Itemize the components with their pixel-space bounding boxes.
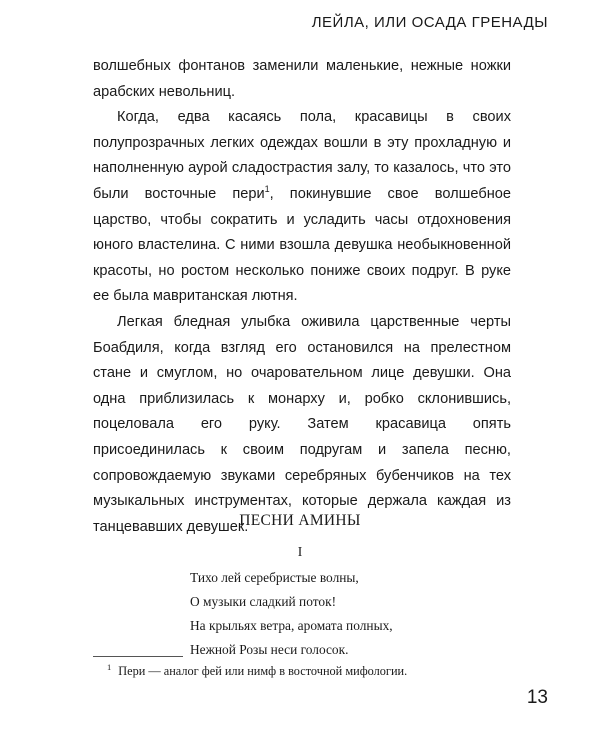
poem-title: ПЕСНИ АМИНЫ <box>239 512 361 529</box>
body-text <box>93 54 511 540</box>
paragraph-continued: волшебных фонтанов заменили маленькие, нежные ножки арабских невольниц. <box>93 58 511 100</box>
poem-line: О музыки сладкий поток! <box>190 594 337 609</box>
footnote <box>107 662 407 680</box>
poem-line: На крыльях ветра, аромата полных, <box>190 618 393 633</box>
footnote-divider <box>93 656 183 657</box>
poem-stanza <box>190 566 393 662</box>
footnote-text: Пери — аналог фей или нимф в восточной мифологии. <box>118 664 408 678</box>
paragraph-peri-text-start: Когда, едва касаясь пола, красавицы в своих полупрозрачных легких одеждах вошли в эту прохладную и наполненную аурой сладострастия залу, то казалось, что это были восточные пери <box>93 109 511 202</box>
poem-line: Тихо лей серебристые волны, <box>190 570 359 585</box>
paragraph-boabdil: Легкая бледная улыбка оживила царственные черты Боабдиля, когда взгляд его остановился на прелестном стане и смуглом, но очаровательном лице девушки. Она одна приблизилась к монарху и, робко склонившись, поцеловала его руку. Затем красавица опять присоединилась к своим подругам и запела песню, сопровождаемую звуками серебряных бубенчиков на тех музыкальных инструментах, которые держала каждая из танцевавших девушек. <box>93 313 511 535</box>
running-head: ЛЕЙЛА, ИЛИ ОСАДА ГРЕНАДЫ <box>311 14 548 31</box>
paragraph-peri-text-end: , покинувшие свое волшебное царство, чтобы сократить и усладить часы отдохновения юного властелина. С ними взошла девушка необыкновенной красоты, но ростом несколько пониже своих подруг. В руке ее была мавританская лютня. <box>93 185 511 305</box>
footnote-reference: 1 <box>264 184 270 195</box>
poem-line: Нежной Розы неси голосок. <box>190 642 349 657</box>
stanza-number: I <box>297 544 303 559</box>
footnote-mark: 1 <box>107 661 112 672</box>
page-number: 13 <box>526 687 548 708</box>
paragraph-peri <box>93 105 511 310</box>
